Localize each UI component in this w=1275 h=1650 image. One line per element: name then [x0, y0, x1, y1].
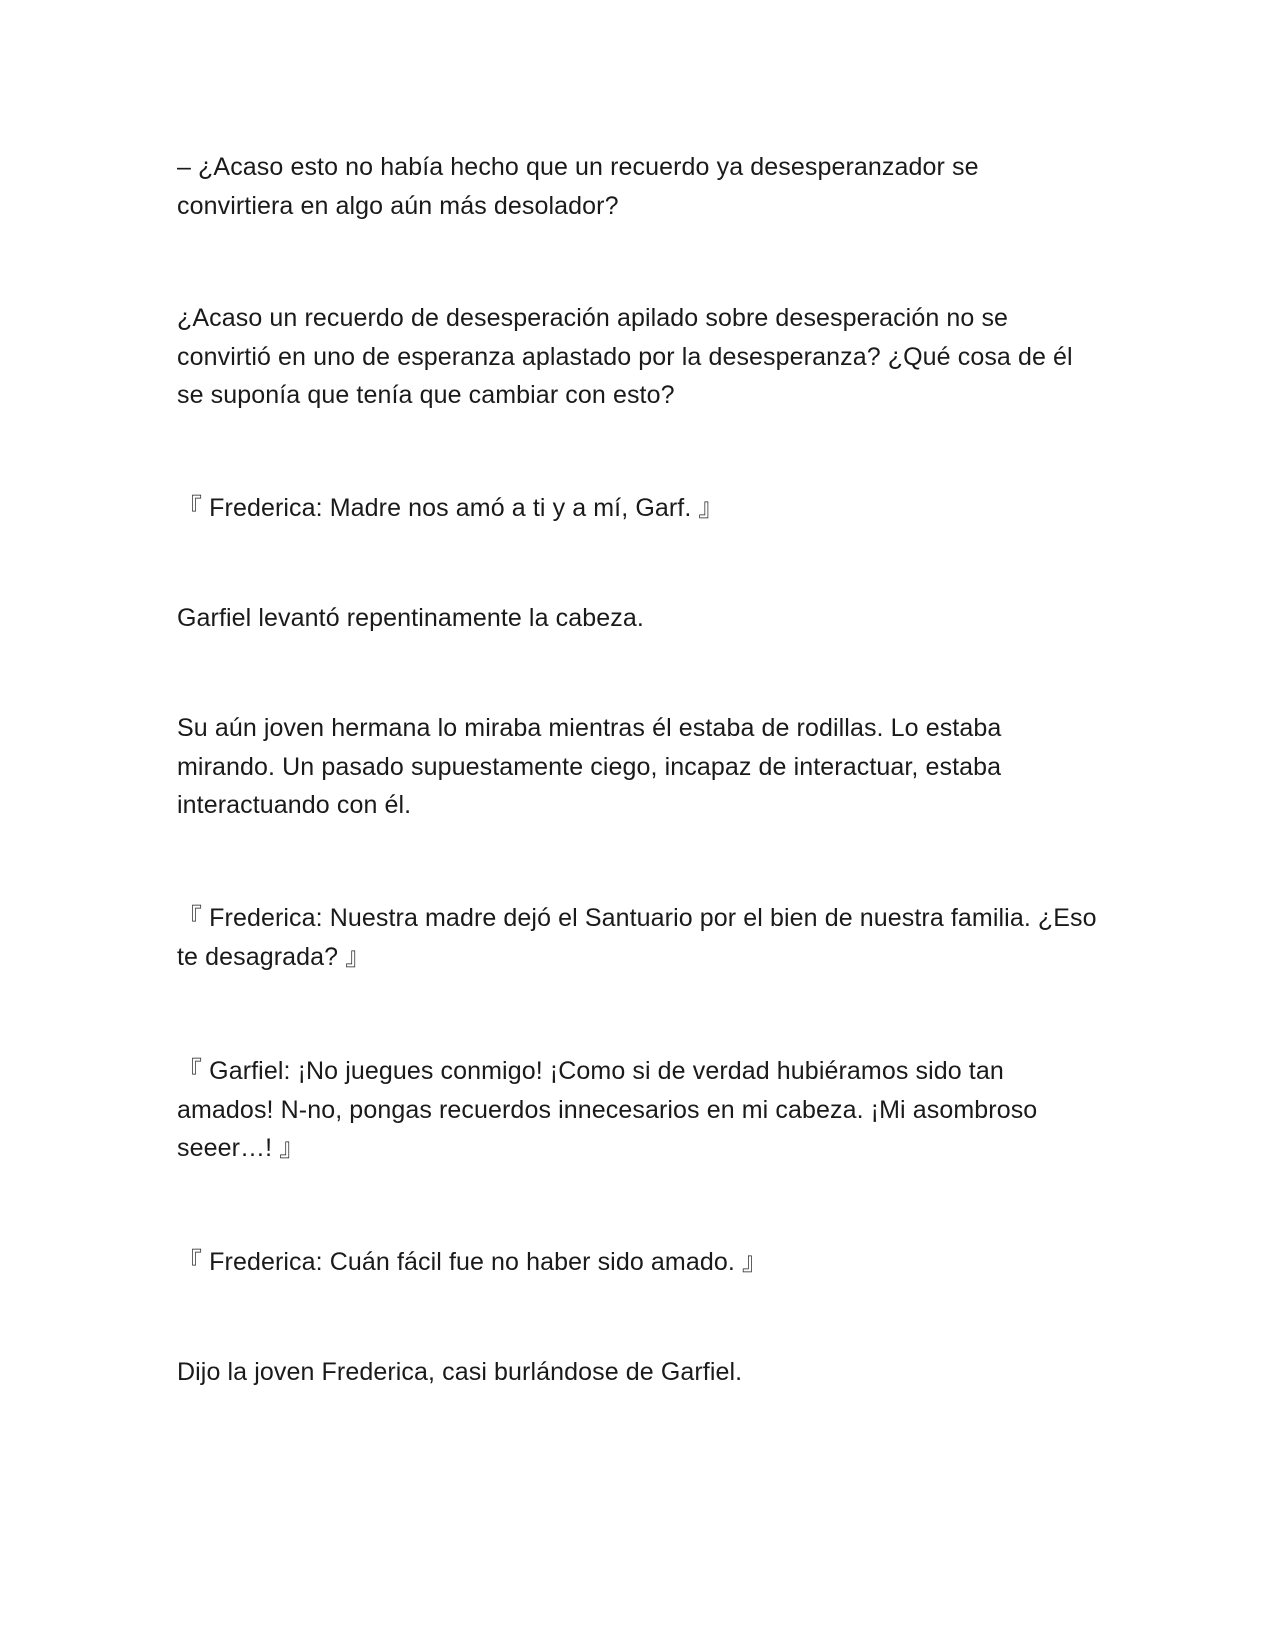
dialogue-frederica-2: 『 Frederica: Nuestra madre dejó el Santuario por el bien de nuestra familia. ¿Eso te desagrada? 』	[177, 904, 1097, 971]
paragraph-1: – ¿Acaso esto no había hecho que un recuerdo ya desesperanzador se convirtiera en algo aún más desolador?	[177, 153, 979, 220]
dialogue-garfiel: 『 Garfiel: ¡No juegues conmigo! ¡Como si de verdad hubiéramos sido tan amados! N-no, pongas recuerdos innecesarios en mi cabeza. ¡Mi asombroso seeer…! 』	[177, 1057, 1038, 1162]
paragraph-2: ¿Acaso un recuerdo de desesperación apilado sobre desesperación no se convirtió en uno de esperanza aplastado por la desesperanza? ¿Qué cosa de él se suponía que tenía que cambiar con esto?	[177, 304, 1073, 409]
paragraph-4: Garfiel levantó repentinamente la cabeza.	[177, 604, 644, 632]
paragraph-9: Dijo la joven Frederica, casi burlándose de Garfiel.	[177, 1358, 743, 1386]
dialogue-frederica-3: 『 Frederica: Cuán fácil fue no haber sido amado. 』	[177, 1248, 768, 1276]
dialogue-frederica-1: 『 Frederica: Madre nos amó a ti y a mí, Garf. 』	[177, 494, 724, 522]
paragraph-5: Su aún joven hermana lo miraba mientras él estaba de rodillas. Lo estaba mirando. Un pasado supuestamente ciego, incapaz de interactuar, estaba interactuando con él.	[177, 714, 1002, 819]
